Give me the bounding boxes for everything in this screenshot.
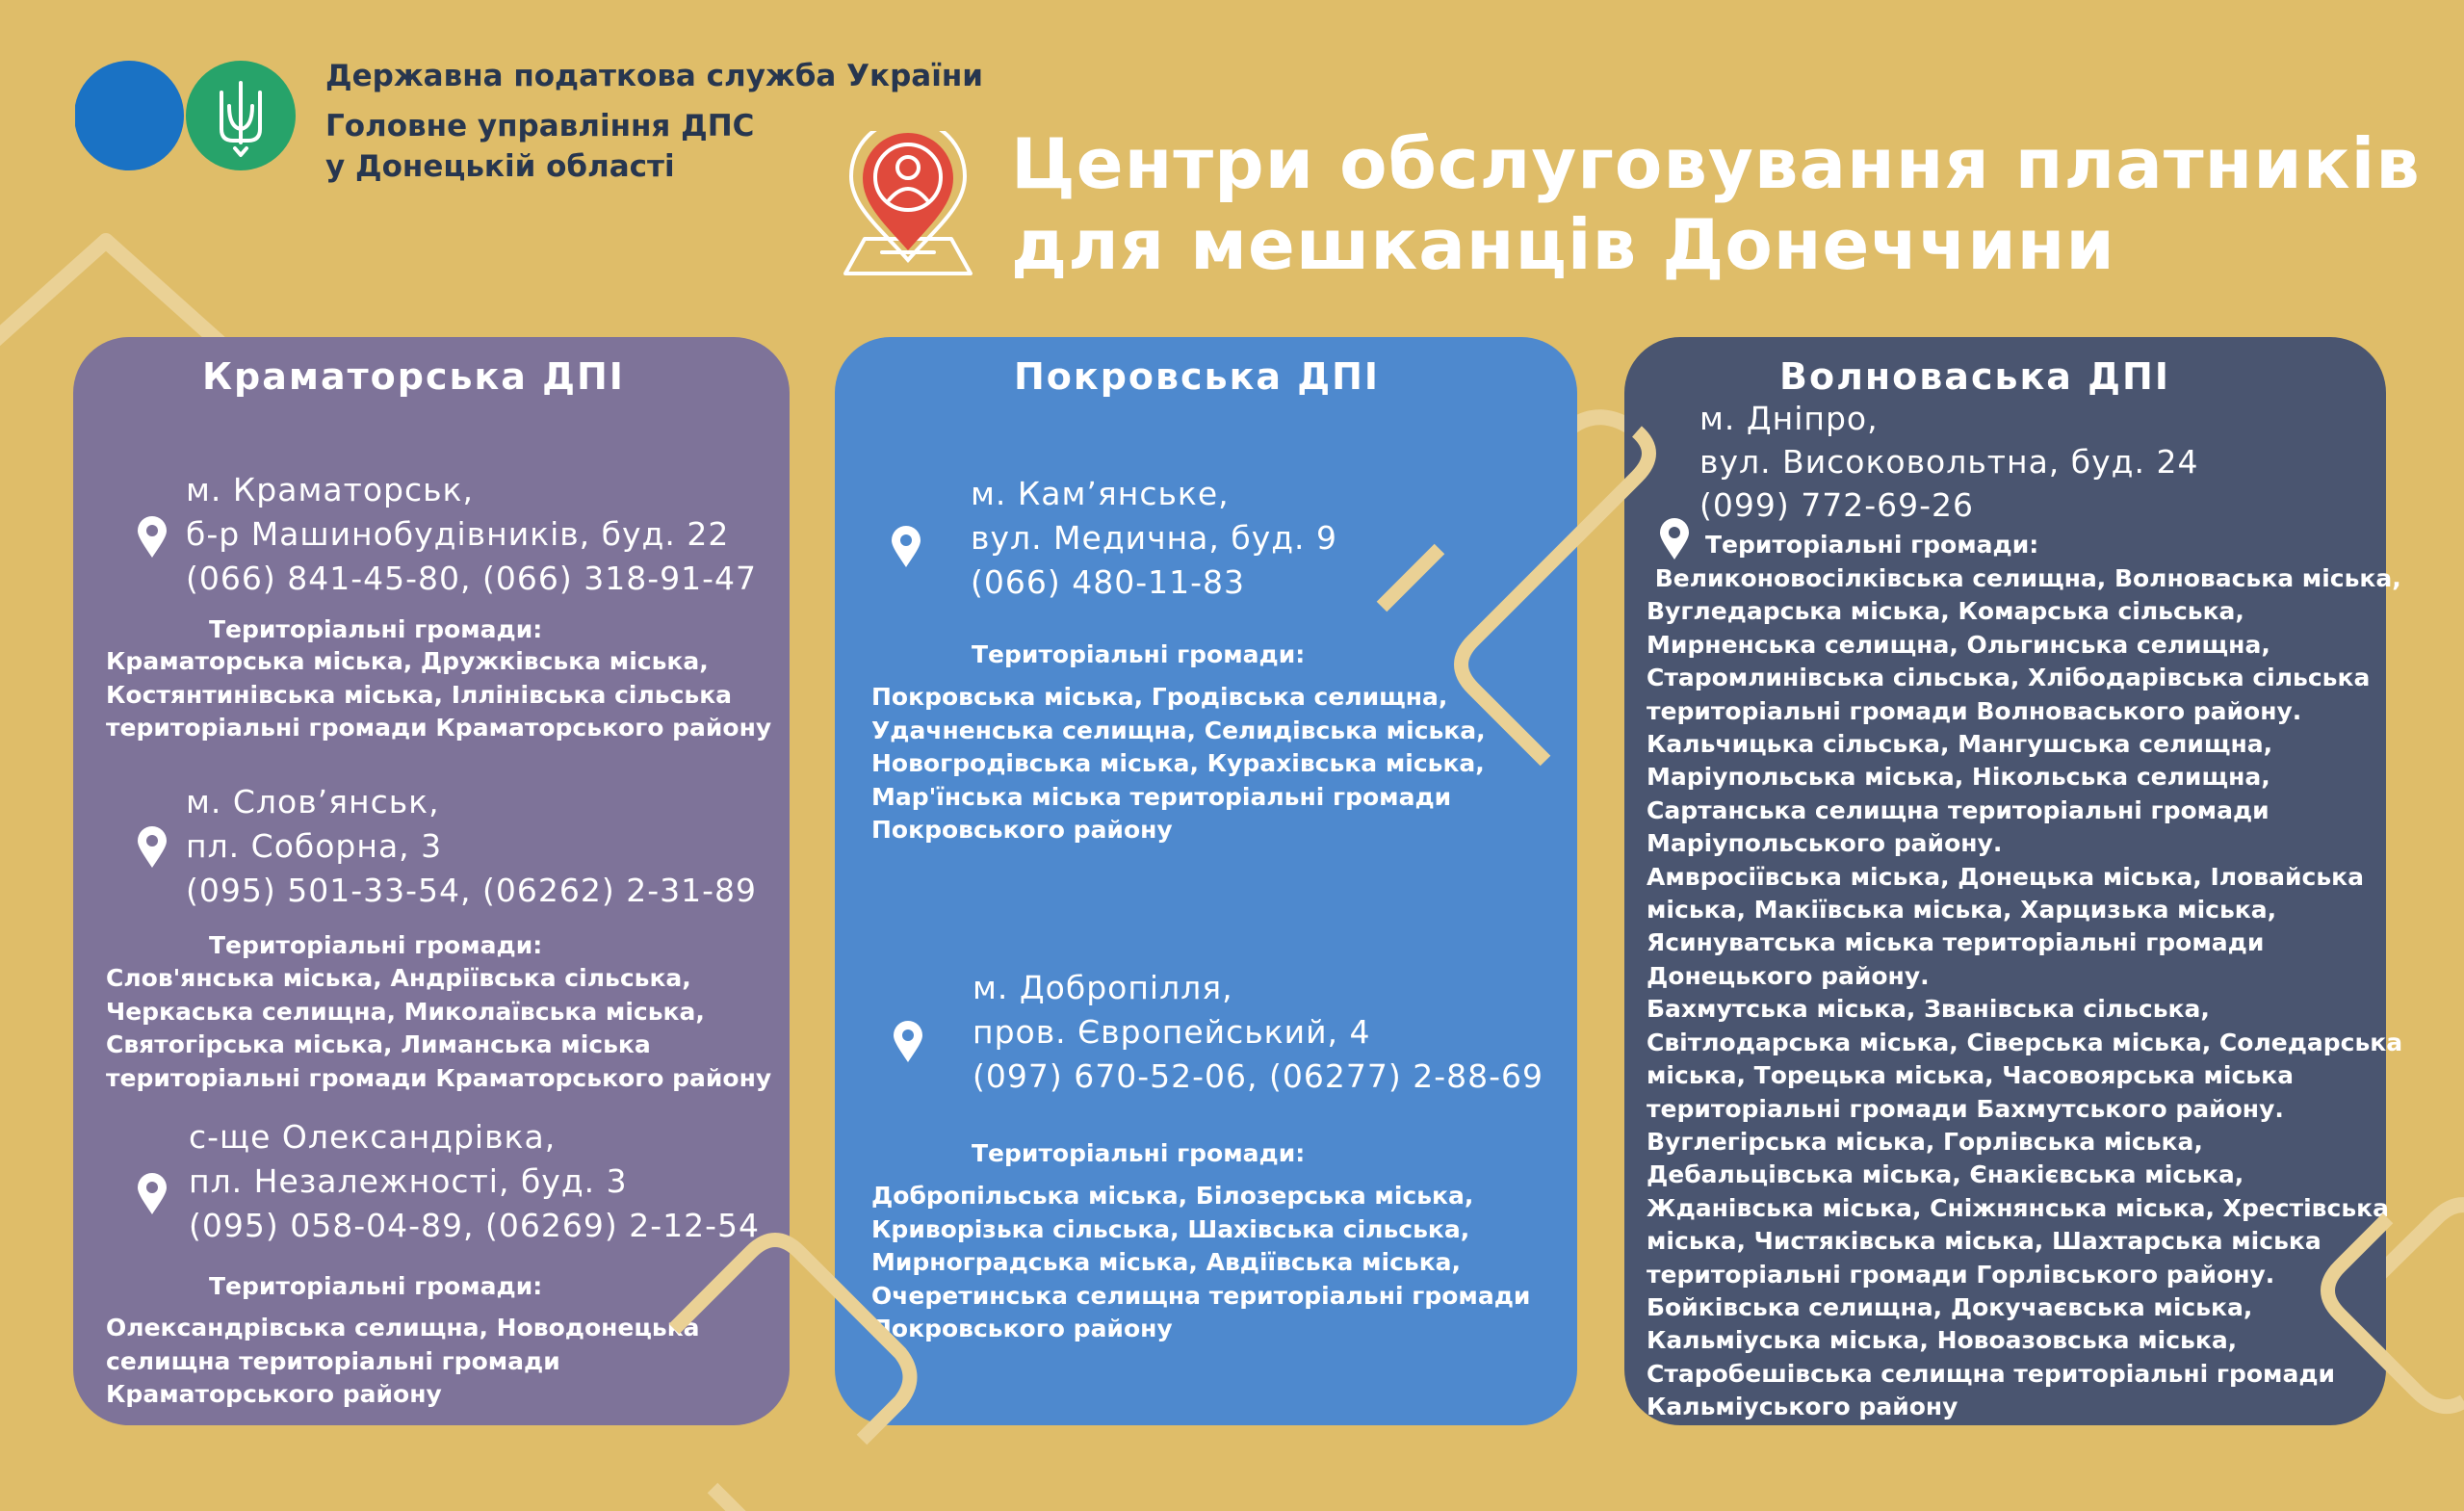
communities-label: Територіальні громади: bbox=[209, 615, 543, 643]
communities-line: Донецького району. bbox=[1647, 961, 1930, 990]
address-street: пл. Соборна, 3 bbox=[186, 827, 443, 865]
communities-line: міська, Макіївська міська, Харцизька міська, bbox=[1647, 896, 2277, 925]
address-block bbox=[1699, 397, 2198, 527]
communities-line: Мар'їнська міська територіальні громади bbox=[871, 782, 1452, 811]
address-street: б-р Машинобудівників, буд. 22 bbox=[186, 515, 730, 553]
communities-line: Костянтинівська міська, Іллінівська сільська bbox=[106, 680, 733, 709]
address-phones: (095) 058-04-89, (06269) 2-12-54 bbox=[189, 1207, 760, 1244]
address-phones: (095) 501-33-54, (06262) 2-31-89 bbox=[186, 872, 757, 909]
communities-line: територіальні громади Бахмутського району. bbox=[1647, 1094, 2284, 1123]
communities-line: Світлодарська міська, Сіверська міська, Соледарська bbox=[1647, 1028, 2403, 1056]
communities-line: Очеретинська селищна територіальні громади bbox=[871, 1281, 1531, 1310]
communities-line: Кальчицька сільська, Мангушська селищна, bbox=[1647, 730, 2273, 759]
address-street: пров. Європейський, 4 bbox=[973, 1013, 1371, 1051]
communities-label: Територіальні громади: bbox=[1705, 531, 2039, 559]
address-phones: (066) 841-45-80, (066) 318-91-47 bbox=[186, 560, 757, 597]
communities-line: Великоновосілківська селищна, Волноваська міська, bbox=[1647, 564, 2401, 592]
map-pin-icon bbox=[891, 526, 921, 568]
communities-line: Сартанська селищна територіальні громади bbox=[1647, 795, 2269, 824]
communities-line: міська, Торецька міська, Часовоярська міська bbox=[1647, 1061, 2294, 1090]
kramatorsk-card bbox=[73, 337, 790, 1425]
address-city: м. Краматорськ, bbox=[186, 471, 474, 508]
address-block bbox=[186, 780, 757, 913]
communities-line: Новогродівська міська, Курахівська міська, bbox=[871, 749, 1485, 777]
communities-line: Черкаська селищна, Миколаївська міська, bbox=[106, 997, 705, 1026]
communities-line: Краматорська міська, Дружківська міська, bbox=[106, 647, 709, 675]
communities-line: міська, Чистяківська міська, Шахтарська міська bbox=[1647, 1227, 2321, 1256]
communities-line: Вуглегірська міська, Горлівська міська, bbox=[1647, 1127, 2203, 1156]
address-phones: (097) 670-52-06, (06277) 2-88-69 bbox=[973, 1057, 1543, 1095]
communities-line: Олександрівська селищна, Новодонецька bbox=[106, 1314, 700, 1342]
communities-line: територіальні громади Краматорського району bbox=[106, 714, 772, 742]
address-block bbox=[973, 966, 1543, 1099]
address-street: пл. Незалежності, буд. 3 bbox=[189, 1162, 628, 1200]
org-name: Державна податкова служба України bbox=[325, 59, 983, 93]
communities-line: Жданівська міська, Сніжнянська міська, Хрестівська bbox=[1647, 1193, 2389, 1222]
communities-line: Покровського району bbox=[871, 1315, 1173, 1342]
communities-list bbox=[106, 962, 771, 1095]
communities-label: Територіальні громади: bbox=[209, 931, 543, 959]
communities-line: Маріупольська міська, Нікольська селищна, bbox=[1647, 763, 2270, 792]
communities-line: Добропільська міська, Білозерська міська, bbox=[871, 1182, 1474, 1210]
address-block bbox=[971, 472, 1337, 605]
communities-list bbox=[1647, 562, 2402, 1424]
communities-list bbox=[106, 645, 771, 745]
department-line-2: у Донецькій області bbox=[325, 149, 675, 184]
location-pin-person-icon bbox=[836, 131, 980, 285]
address-street: вул. Медична, буд. 9 bbox=[971, 519, 1338, 557]
communities-line: територіальні громади Краматорського району bbox=[106, 1063, 772, 1092]
communities-line: Мирненська селищна, Ольгинська селищна, bbox=[1647, 630, 2270, 659]
address-phones: (099) 772-69-26 bbox=[1699, 486, 1975, 524]
map-pin-icon bbox=[893, 1021, 923, 1063]
communities-line: Бахмутська міська, Званівська сільська, bbox=[1647, 995, 2210, 1024]
address-city: м. Добропілля, bbox=[973, 969, 1233, 1006]
communities-list bbox=[871, 1180, 1530, 1346]
pokrovsk-card bbox=[835, 337, 1577, 1425]
communities-line: Криворізька сільська, Шахівська сільська, bbox=[871, 1214, 1470, 1243]
communities-line: Маріупольського району. bbox=[1647, 829, 2003, 858]
department-line-1: Головне управління ДПС bbox=[325, 109, 755, 143]
map-pin-icon bbox=[137, 1173, 168, 1215]
communities-line: Дебальцівська міська, Єнакієвська міська, bbox=[1647, 1160, 2244, 1189]
communities-line: територіальні громади Горлівського району. bbox=[1647, 1260, 2275, 1289]
communities-line: Покровського району bbox=[871, 816, 1173, 844]
map-pin-icon bbox=[137, 516, 168, 559]
communities-list bbox=[106, 1312, 700, 1412]
address-phones: (066) 480-11-83 bbox=[971, 563, 1246, 601]
address-city: м. Кам’янське, bbox=[971, 475, 1230, 512]
address-block bbox=[189, 1115, 760, 1248]
card-title: Покровська ДПІ bbox=[1014, 355, 1381, 398]
communities-label: Територіальні громади: bbox=[972, 640, 1306, 668]
communities-line: Святогірська міська, Лиманська міська bbox=[106, 1030, 651, 1058]
address-street: вул. Високовольтна, буд. 24 bbox=[1699, 443, 2199, 481]
communities-line: Мирноградська міська, Авдіївська міська, bbox=[871, 1248, 1462, 1276]
communities-line: Старомлинівська сільська, Хлібодарівська сільська bbox=[1647, 664, 2371, 692]
card-title: Волноваська ДПІ bbox=[1779, 355, 2170, 398]
communities-line: Вугледарська міська, Комарська сільська, bbox=[1647, 597, 2244, 626]
communities-line: Удачненська селищна, Селидівська міська, bbox=[871, 716, 1486, 744]
page-title bbox=[1011, 123, 2421, 285]
communities-line: селищна територіальні громади bbox=[106, 1346, 560, 1375]
card-title: Краматорська ДПІ bbox=[202, 355, 625, 398]
address-block bbox=[186, 468, 757, 601]
communities-label: Територіальні громади: bbox=[972, 1139, 1306, 1167]
address-city: м. Дніпро, bbox=[1699, 400, 1879, 437]
address-city: с-ще Олександрівка, bbox=[189, 1118, 557, 1156]
map-pin-icon bbox=[1659, 518, 1690, 560]
communities-line: Краматорського району bbox=[106, 1380, 442, 1408]
communities-line: територіальні громади Волноваського району. bbox=[1647, 696, 2302, 725]
communities-line: Бойківська селищна, Докучаєвська міська, bbox=[1647, 1292, 2253, 1321]
communities-label: Територіальні громади: bbox=[209, 1272, 543, 1300]
communities-line: Старобешівська селищна територіальні громади bbox=[1647, 1359, 2336, 1388]
map-pin-icon bbox=[137, 826, 168, 869]
volnovakha-card bbox=[1624, 337, 2403, 1425]
page-title-line-1: Центри обслуговування платників bbox=[1011, 123, 2421, 204]
communities-line: Кальміуського району bbox=[1647, 1393, 1958, 1421]
communities-line: Амвросіївська міська, Донецька міська, Іловайська bbox=[1647, 862, 2364, 891]
dps-logo bbox=[75, 60, 297, 171]
communities-line: Слов'янська міська, Андріївська сільська, bbox=[106, 964, 691, 992]
address-city: м. Слов’янськ, bbox=[186, 783, 440, 821]
communities-list bbox=[871, 681, 1486, 847]
communities-line: Покровська міська, Гродівська селищна, bbox=[871, 683, 1448, 711]
communities-line: Кальміуська міська, Новоазовська міська, bbox=[1647, 1326, 2238, 1355]
communities-line: Ясинуватська міська територіальні громади bbox=[1647, 928, 2265, 957]
page-title-line-2: для мешканців Донеччини bbox=[1011, 204, 2115, 285]
